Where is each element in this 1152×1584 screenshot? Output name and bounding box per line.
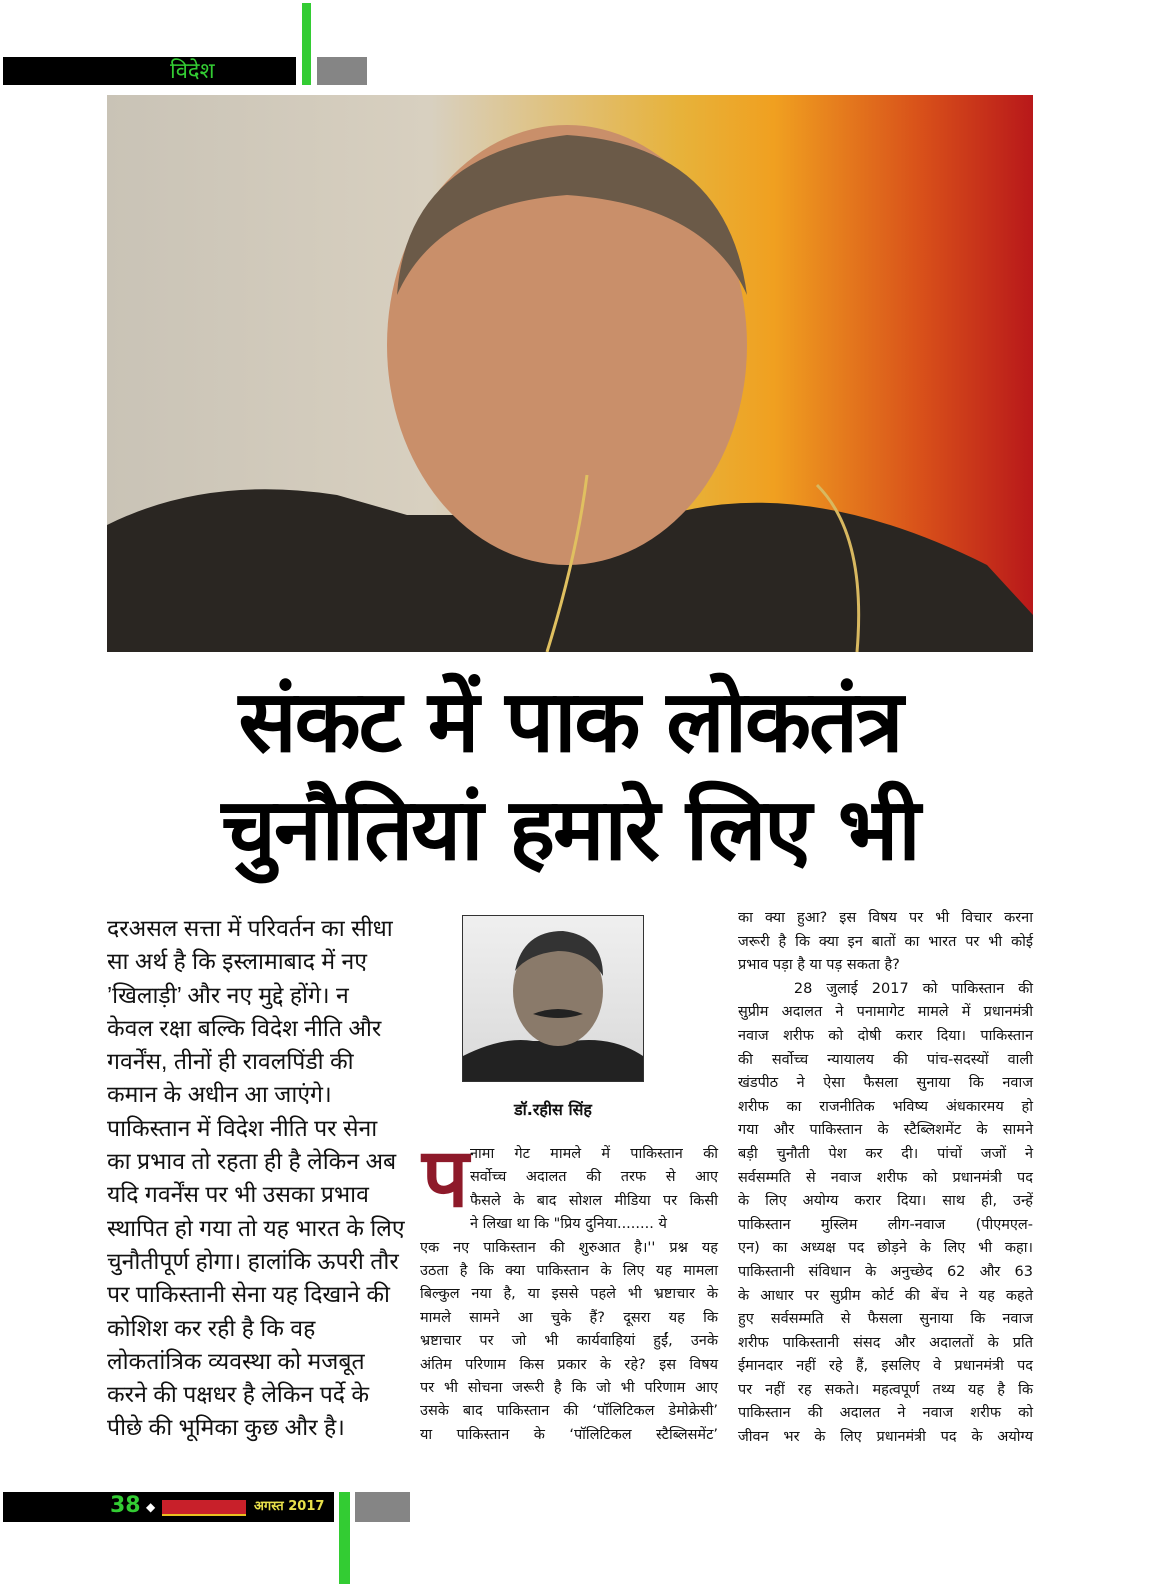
left-column-intro [107, 912, 405, 1445]
section-label: विदेश [170, 59, 215, 84]
green-accent-bar-bottom [339, 1492, 350, 1584]
text-line: सुप्रीम अदालत ने पनामागेट मामले में प्रधानमंत्री [738, 1004, 1033, 1021]
text-line: जरूरी है कि क्या इन बातों का भारत पर भी कोई [738, 933, 1033, 950]
text-line: नामा गेट मामले में पाकिस्तान की [470, 1146, 718, 1162]
text-line: एक नए पाकिस्तान की शुरुआत है।'' प्रश्न यह [420, 1239, 718, 1256]
text-line: चुनौतीपूर्ण होगा। हालांकि ऊपरी तौर [107, 1247, 399, 1274]
text-line: ’खिलाड़ी’ और नए मुद्दे होंगे। न [107, 981, 349, 1008]
text-line: दरअसल सत्ता में परिवर्तन का सीधा [107, 915, 393, 941]
text-line: अंतिम परिणाम किस प्रकार के रहे? इस विषय [420, 1356, 718, 1373]
text-line: पाकिस्तान में विदेश नीति पर सेना [107, 1114, 378, 1141]
green-accent-bar [302, 3, 311, 85]
text-line: या पाकिस्तान के ‘पॉलिटिकल स्टैब्लिसमेंट’ [420, 1426, 718, 1443]
headline [107, 668, 1033, 884]
text-line: कमान के अधीन आ जाएंगे। [107, 1081, 332, 1108]
text-line: फैसले के बाद सोशल मीडिया पर किसी [470, 1192, 718, 1209]
lead-photo [107, 95, 1033, 652]
text-line: सर्वसम्मति से नवाज शरीफ को प्रधानमंत्री पद [738, 1169, 1033, 1186]
text-line: के लिए अयोग्य करार दिया। साथ ही, उन्हें [738, 1193, 1033, 1210]
text-line: शरीफ का राजनीतिक भविष्य अंधकारमय हो [738, 1098, 1033, 1115]
text-line: का प्रभाव तो रहता ही है लेकिन अब [107, 1148, 397, 1175]
text-line: नवाज शरीफ को दोषी करार दिया। पाकिस्तान [738, 1027, 1033, 1044]
text-line: यदि गवर्नेंस पर भी उसका प्रभाव [107, 1181, 369, 1208]
text-line: खंडपीठ ने ऐसा फैसला सुनाया कि नवाज [738, 1075, 1033, 1092]
text-line: सा अर्थ है कि इस्लामाबाद में नए [107, 948, 367, 975]
text-line: गवर्नेंस, तीनों ही रावलपिंडी की [107, 1048, 354, 1075]
text-line: पाकिस्तानी संविधान के अनुच्छेद 62 और 63 [738, 1263, 1033, 1280]
text-line: के आधार पर सुप्रीम कोर्ट की बेंच ने यह कहते [738, 1287, 1033, 1304]
grey-accent-box [317, 57, 367, 85]
text-line: पर पाकिस्तानी सेना यह दिखाने की [107, 1281, 390, 1308]
text-line: का क्या हुआ? इस विषय पर भी विचार करना [738, 910, 1033, 926]
text-line: जीवन भर के लिए प्रधानमंत्री पद के अयोग्य [738, 1429, 1033, 1446]
author-photo [462, 915, 644, 1082]
text-line: एन) का अध्यक्ष पद छोड़ने के लिए भी कहा। [738, 1240, 1033, 1257]
text-line: बड़ी चुनौती पेश कर दी। पांचों जजों ने [738, 1145, 1033, 1162]
text-line: 28 जुलाई 2017 को पाकिस्तान की [738, 980, 1033, 997]
text-line: की सर्वोच्च न्यायालय की पांच-सदस्यों वाली [738, 1051, 1033, 1068]
magazine-logo [162, 1500, 246, 1516]
text-line: शरीफ पाकिस्तानी संसद और अदालतों के प्रति [738, 1334, 1033, 1351]
drop-cap: प [422, 1131, 469, 1226]
text-line: केवल रक्षा बल्कि विदेश नीति और [107, 1014, 382, 1041]
right-column [738, 907, 1033, 1450]
author-name: डॉ.रहीस सिंह [514, 1100, 592, 1119]
text-line: हुए सर्वसम्मति से फैसला सुनाया कि नवाज [738, 1311, 1033, 1328]
text-line: ने लिखा था कि "प्रिय दुनिया........ ये [470, 1216, 667, 1233]
text-line: पर भी सोचना जरूरी है कि जो भी परिणाम आए [420, 1380, 718, 1397]
bullet-icon: ◆ [146, 1500, 156, 1514]
text-line: मामले सामने आ चुके हैं? दूसरा यह कि [420, 1309, 718, 1326]
text-line: प्रभाव पड़ा है या पड़ सकता है? [738, 957, 900, 974]
text-line: स्थापित हो गया तो यह भारत के लिए [107, 1214, 405, 1241]
text-line: उसके बाद पाकिस्तान की ‘पॉलिटिकल डेमोक्रेसी’ [420, 1403, 718, 1420]
headline-line-1: संकट में पाक लोकतंत्र [238, 672, 902, 772]
text-line: भ्रष्टाचार पर जो भी कार्यवाहियां हुईं, उनके [420, 1333, 718, 1350]
text-line: पाकिस्तान मुस्लिम लीग-नवाज (पीएमएल- [738, 1216, 1033, 1233]
section-bar [3, 57, 296, 85]
text-line: पाकिस्तान की अदालत ने नवाज शरीफ को [738, 1405, 1033, 1422]
middle-column [420, 1143, 718, 1447]
headline-line-2: चुनौतियां हमारे लिए भी [221, 780, 919, 880]
text-line: उठता है कि क्या पाकिस्तान के लिए यह मामला [420, 1263, 718, 1280]
grey-accent-box-bottom [355, 1492, 410, 1522]
text-line: लोकतांत्रिक व्यवस्था को मजबूत [107, 1347, 365, 1374]
text-line: करने की पक्षधर है लेकिन पर्दे के [107, 1381, 370, 1408]
text-line: पर नहीं रह सकते। महत्वपूर्ण तथ्य यह है कि [738, 1381, 1033, 1398]
text-line: ईमानदार नहीं रहे हैं, इसलिए वे प्रधानमंत्री पद [738, 1358, 1033, 1375]
text-line: कोशिश कर रही है कि वह [107, 1314, 316, 1341]
text-line: गया और पाकिस्तान के स्टैब्लिशमेंट के सामने [738, 1122, 1033, 1139]
text-line: सर्वोच्च अदालत की तरफ से आए [470, 1169, 718, 1186]
text-line: पीछे की भूमिका कुछ और है। [107, 1414, 345, 1441]
page-number: 38 [110, 1493, 141, 1518]
issue-month: अगस्त 2017 [254, 1499, 325, 1514]
text-line: बिल्कुल नया है, या इससे पहले भी भ्रष्टाचार के [420, 1286, 718, 1303]
